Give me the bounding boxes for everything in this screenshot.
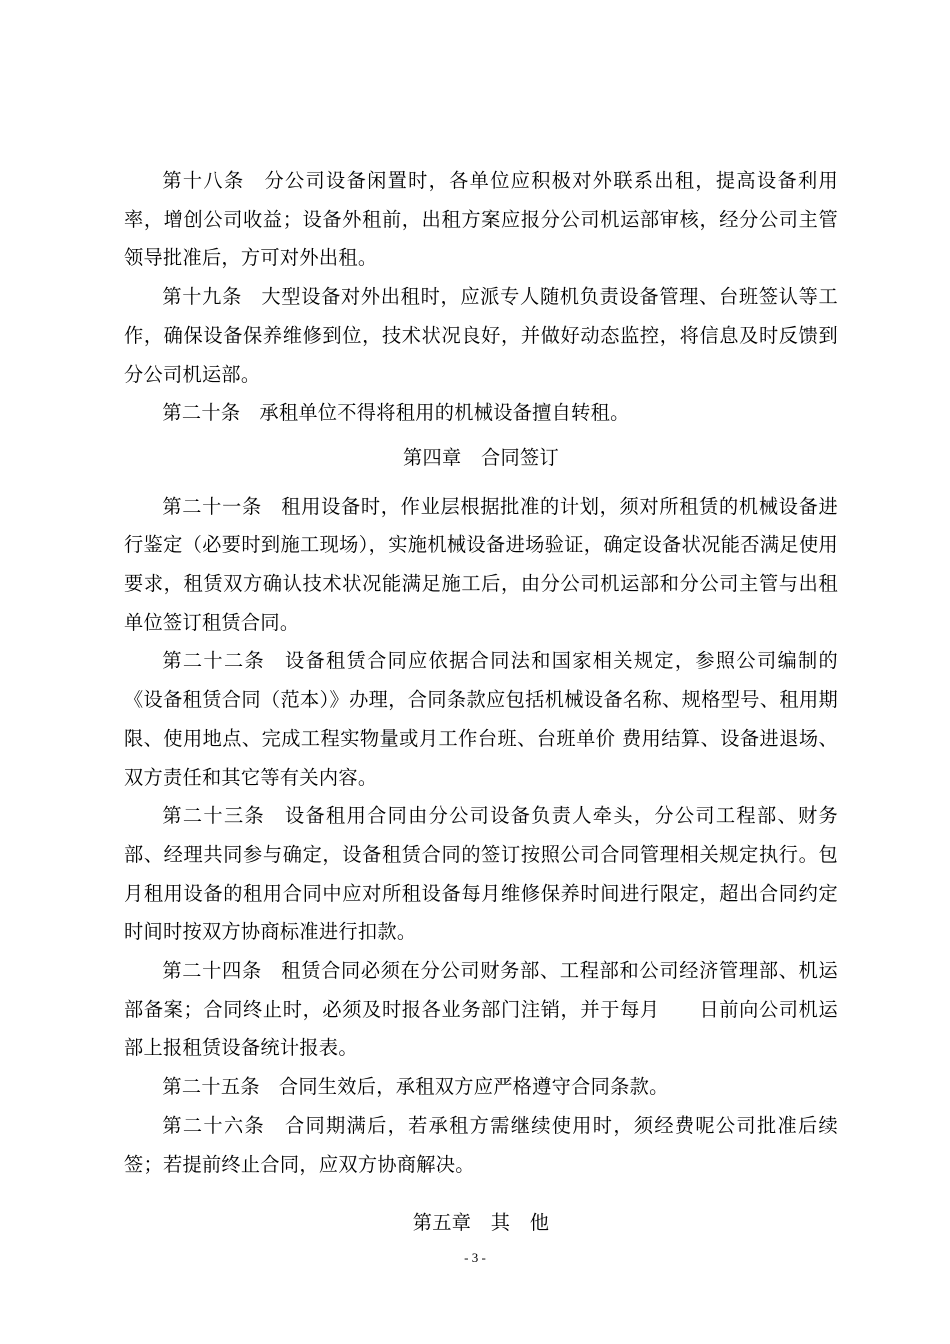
article-text: 设备租用合同由分公司设备负责人牵头，分公司工程部、财务部、经理共同参与确定，设备租赁合同的签订按照公司合同管理相关规定执行。包月租用设备的租用合同中应对所租设备每月维修保养时间进行限定，超出合同约定时间时按双方协商标准进行扣款。 — [124, 804, 838, 944]
article-text: 租赁合同必须在分公司财务部、工程部和公司经济管理部、机运部备案；合同终止时，必须及时报各业务部门注销，并于每月 日前向公司机运部上报租赁设备统计报表。 — [124, 959, 839, 1060]
article-number: 第十九条 — [162, 285, 242, 309]
article-number: 第十八条 — [162, 169, 245, 192]
article-22 — [124, 642, 838, 797]
article-23 — [124, 797, 838, 952]
article-number: 第二十三条 — [162, 804, 265, 828]
document-body — [124, 162, 838, 1253]
article-text: 合同期满后，若承租方需继续使用时，须经费呢公司批准后续签；若提前终止合同，应双方协商解决。 — [124, 1113, 838, 1176]
article-text: 大型设备对外出租时，应派专人随机负责设备管理、台班签认等工作，确保设备保养维修到位，技术状况良好，并做好动态监控，将信息及时反馈到分公司机运部。 — [124, 285, 838, 386]
article-text: 承租单位不得将租用的机械设备擅自转租。 — [259, 401, 630, 425]
article-21 — [124, 488, 838, 643]
article-number: 第二十二条 — [162, 649, 265, 673]
article-text: 租用设备时，作业层根据批准的计划，须对所租赁的机械设备进行鉴定（必要时到施工现场），实施机械设备进场验证，确定设备状况能否满足使用要求，租赁双方确认技术状况能满足施工后，由分公司机运部和分公司主管与出租单位签订租赁合同。 — [124, 494, 839, 634]
article-20 — [124, 394, 838, 433]
article-25 — [124, 1068, 838, 1107]
page-number: - 3 - — [464, 1250, 486, 1265]
chapter-5-heading: 第五章 其 他 — [412, 1211, 550, 1235]
article-number: 第二十条 — [162, 401, 241, 425]
article-number: 第二十一条 — [162, 494, 262, 518]
article-text: 设备租赁合同应依据合同法和国家相关规定，参照公司编制的《设备租赁合同（范本）》办理，合同条款应包括机械设备名称、规格型号、租用期限、使用地点、完成工程实物量或月工作台班、台班单价 费用结算、设备进退场、双方责任和其它等有关内容。 — [124, 649, 838, 789]
article-text: 分公司设备闲置时，各单位应积极对外联系出租，提高设备利用率，增创公司收益；设备外租前，出租方案应报分公司机运部审核，经分公司主管领导批准后，方可对外出租。 — [124, 169, 838, 270]
article-number: 第二十五条 — [162, 1075, 260, 1099]
article-24 — [124, 952, 838, 1068]
article-19 — [124, 278, 838, 394]
article-18 — [124, 162, 838, 278]
article-number: 第二十四条 — [162, 959, 262, 983]
article-text: 合同生效后，承租双方应严格遵守合同条款。 — [278, 1075, 669, 1099]
article-26 — [124, 1107, 838, 1184]
article-number: 第二十六条 — [162, 1113, 265, 1137]
chapter-4-heading: 第四章 合同签订 — [403, 445, 559, 469]
